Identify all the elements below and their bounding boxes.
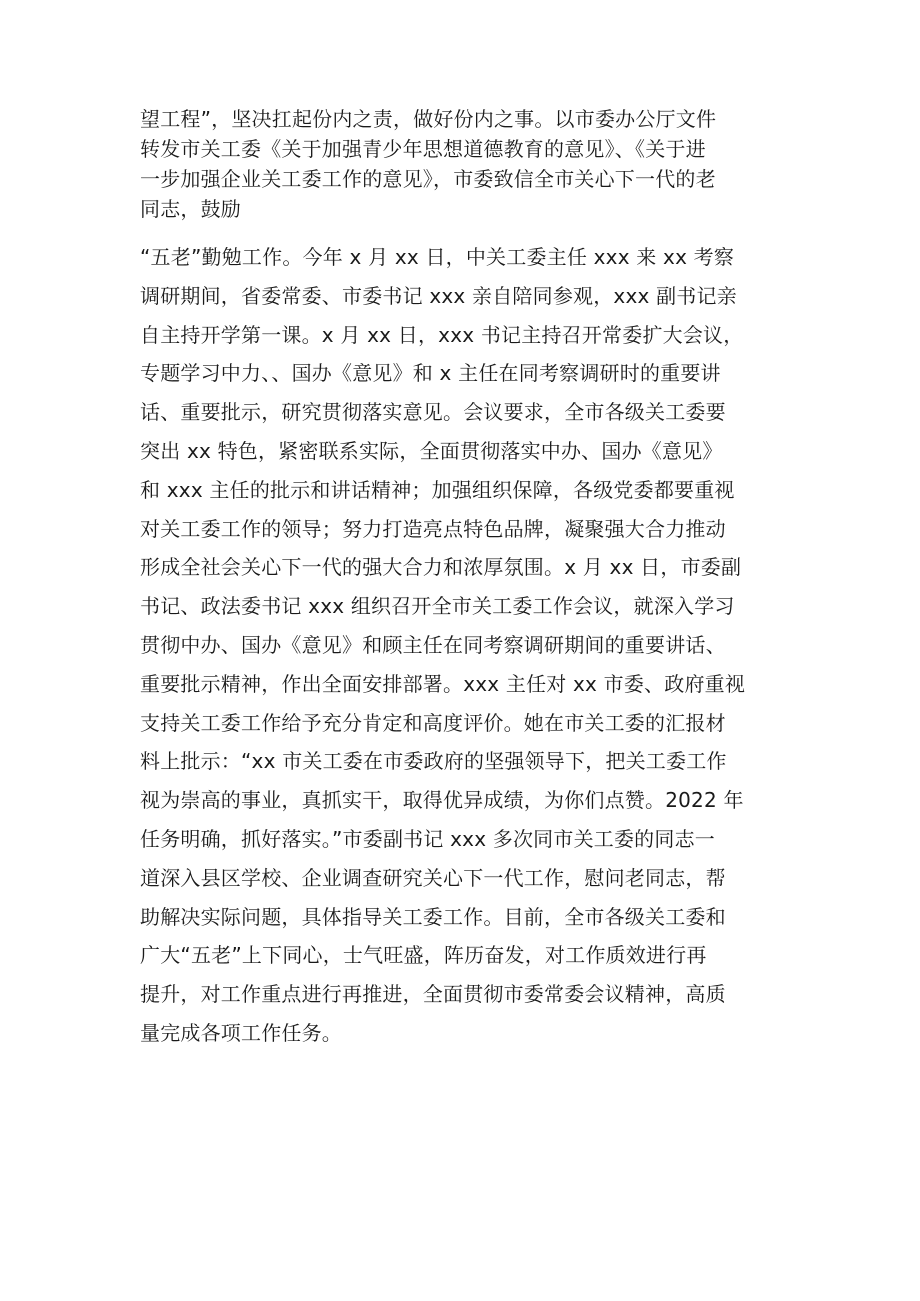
text-line: 调研期间，省委常委、市委书记 xxx 亲自陪同参观，xxx 副书记亲 (140, 283, 737, 308)
text-line: 望工程”，坚决扛起份内之责，做好份内之事。以市委办公厅文件 (140, 107, 717, 131)
paragraph-continuation (140, 104, 790, 224)
text-line: 广大“五老”上下同心，士气旺盛，阵历奋发，对工作质效进行再 (140, 943, 707, 968)
text-line: 话、重要批示，研究贯彻落实意见。会议要求，全市各级关工委要 (140, 400, 726, 425)
text-line: 贯彻中办、国办《意见》和顾主任在同考察调研期间的重要讲话、 (140, 632, 726, 657)
text-line: 量完成各项工作任务。 (140, 1020, 342, 1045)
text-line: 料上批示：“xx 市关工委在市委政府的坚强领导下，把关工委工作 (140, 749, 727, 774)
text-line: 书记、政法委书记 xxx 组织召开全市关工委工作会议，就深入学习 (140, 594, 735, 619)
text-line: 助解决实际问题，具体指导关工委工作。目前，全市各级关工委和 (140, 904, 726, 929)
text-line: 专题学习中力、、国办《意见》和 x 主任在同考察调研时的重要讲 (140, 361, 721, 386)
text-line: 任务明确，抓好落实。”市委副书记 xxx 多次同市关工委的同志一 (140, 826, 715, 851)
text-line: 和 xxx 主任的批示和讲话精神；加强组织保障，各级党委都要重视 (140, 477, 735, 502)
text-line: 提升，对工作重点进行再推进，全面贯彻市委常委会议精神，高质 (140, 982, 726, 1007)
text-line: 突出 xx 特色，紧密联系实际，全面贯彻落实中办、国办《意见》 (140, 438, 723, 463)
text-line: 重要批示精神，作出全面安排部署。xxx 主任对 xx 市委、政府重视 (140, 671, 746, 696)
text-line: 自主持开学第一课。x 月 xx 日，xxx 书记主持召开常委扩大会议， (140, 322, 744, 347)
text-line: 对关工委工作的领导；努力打造亮点特色品牌，凝聚强大合力推动 (140, 516, 726, 541)
text-line: 一步加强企业关工委工作的意见》，市委致信全市关心下一代的老 (140, 167, 716, 191)
text-line: 道深入县区学校、企业调查研究关心下一代工作，慰问老同志，帮 (140, 865, 726, 890)
text-line: 视为崇高的事业，真抓实干，取得优异成绩，为你们点赞。2022 年 (140, 788, 744, 813)
text-line: 支持关工委工作给予充分肯定和高度评价。她在市关工委的汇报材 (140, 710, 726, 735)
text-line: 形成全社会关心下一代的强大合力和浓厚氛围。x 月 xx 日，市委副 (140, 555, 742, 580)
text-line: “五老”勤勉工作。今年 x 月 xx 日，中关工委主任 xxx 来 xx 考察 (140, 245, 735, 269)
text-line: 转发市关工委《关于加强青少年思想道德教育的意见》、《关于进 (140, 137, 706, 161)
text-line: 同志，鼓励 (140, 197, 241, 221)
paragraph-body (140, 238, 800, 1053)
